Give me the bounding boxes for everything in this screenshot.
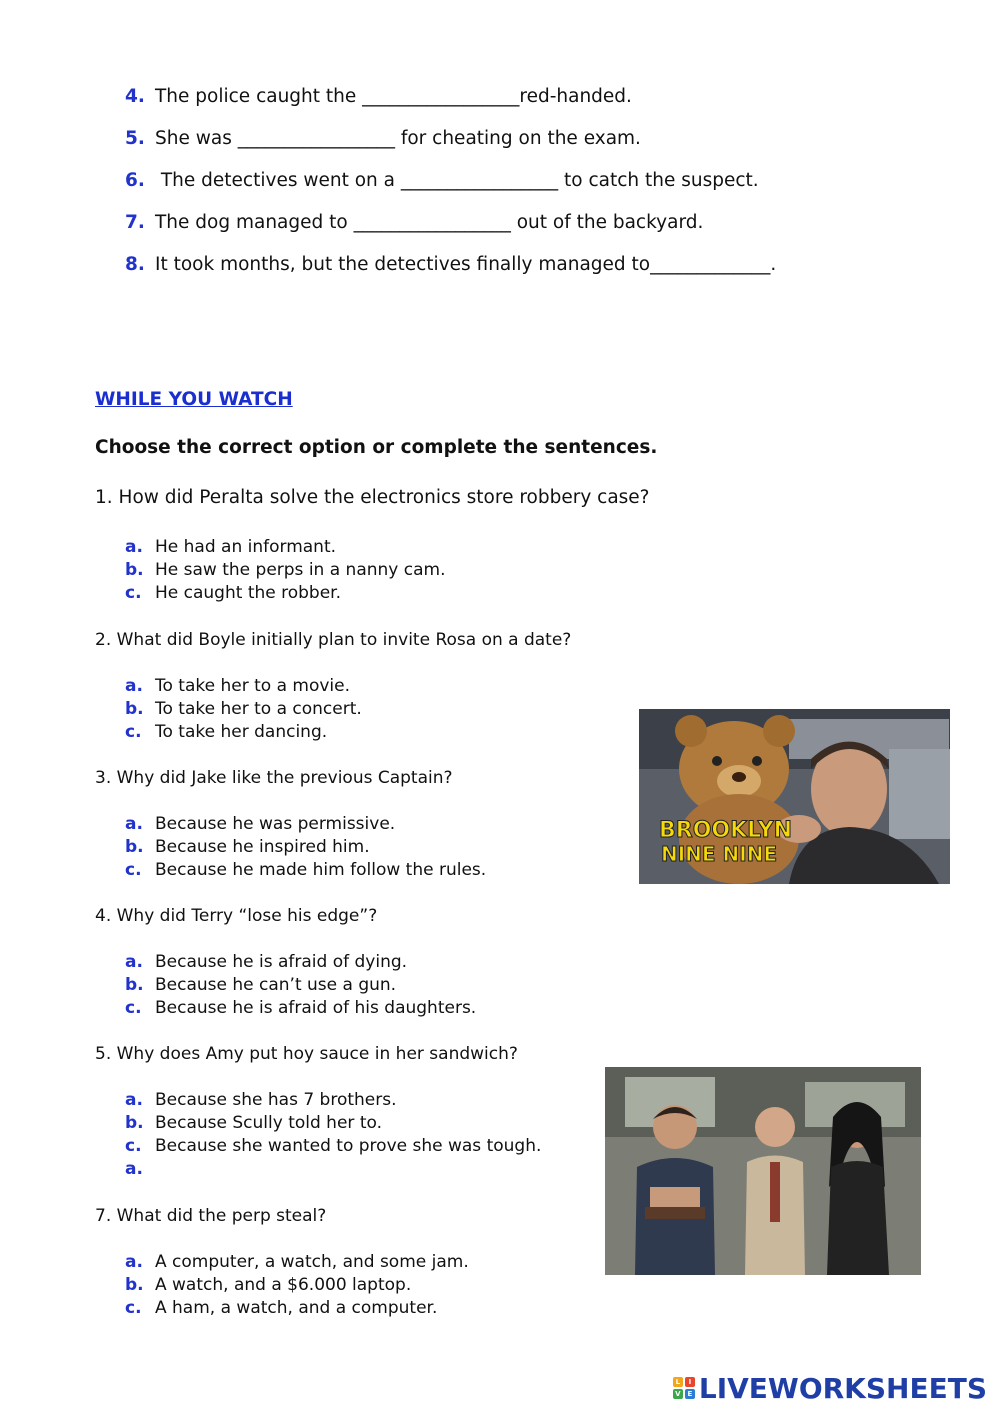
option-text: Because he made him follow the rules. <box>155 860 487 880</box>
option <box>125 537 336 557</box>
question-5: 5. Why does Amy put hoy sauce in her sandwich? <box>95 1044 518 1064</box>
option-text: Because Scully told her to. <box>155 1113 382 1133</box>
option-letter: b. <box>125 699 144 719</box>
option <box>125 583 341 603</box>
option <box>125 952 407 972</box>
option-text: Because she has 7 brothers. <box>155 1090 397 1110</box>
option <box>125 814 395 834</box>
bear-photo-illustration <box>639 709 950 884</box>
option <box>125 1136 541 1156</box>
item-text: The dog managed to _________________ out of the backyard. <box>155 212 704 233</box>
item-number: 8. <box>125 254 145 275</box>
section-heading: WHILE YOU WATCH <box>95 389 293 410</box>
logo-blocks-icon <box>673 1377 695 1399</box>
option-text: A ham, a watch, and a computer. <box>155 1298 438 1318</box>
option <box>125 560 445 580</box>
option-text: To take her dancing. <box>155 722 328 742</box>
option-letter: c. <box>125 860 142 880</box>
item-text: She was _________________ for cheating on the exam. <box>155 128 641 149</box>
logo-block: V <box>673 1389 683 1399</box>
option <box>125 1113 382 1133</box>
option-letter: a. <box>125 1252 143 1272</box>
option-letter: c. <box>125 722 142 742</box>
fill-item-5 <box>125 128 641 149</box>
fill-item-7 <box>125 212 703 233</box>
option <box>125 1252 469 1272</box>
item-number: 4. <box>125 86 145 107</box>
option <box>125 1298 437 1318</box>
option-letter: c. <box>125 1136 142 1156</box>
option <box>125 998 476 1018</box>
instruction: Choose the correct option or complete the sentences. <box>95 437 658 458</box>
option-text: A watch, and a $6.000 laptop. <box>155 1275 412 1295</box>
fill-item-8 <box>125 254 776 275</box>
option-letter: a. <box>125 1159 143 1179</box>
option <box>125 722 327 742</box>
option-text: Because he inspired him. <box>155 837 370 857</box>
question-4: 4. Why did Terry “lose his edge”? <box>95 906 378 926</box>
option <box>125 837 370 857</box>
question-3: 3. Why did Jake like the previous Captain? <box>95 768 453 788</box>
option-text: Because he was permissive. <box>155 814 396 834</box>
option-letter: b. <box>125 837 144 857</box>
option-text: Because she wanted to prove she was tough. <box>155 1136 542 1156</box>
option <box>125 676 350 696</box>
option-text: He caught the robber. <box>155 583 342 603</box>
option <box>125 1159 155 1179</box>
option-text: To take her to a concert. <box>155 699 362 719</box>
option-letter: b. <box>125 1113 144 1133</box>
option <box>125 1090 397 1110</box>
option-letter: a. <box>125 1090 143 1110</box>
option-letter: a. <box>125 537 143 557</box>
option-text: A computer, a watch, and some jam. <box>155 1252 469 1272</box>
item-text: The police caught the _________________red-handed. <box>155 86 632 107</box>
option-letter: b. <box>125 975 144 995</box>
fill-item-4 <box>125 86 632 107</box>
show-logo-line1: BROOKLYN <box>659 818 793 843</box>
logo-block: L <box>673 1377 683 1387</box>
option <box>125 975 396 995</box>
fill-item-6 <box>125 170 759 191</box>
question-2: 2. What did Boyle initially plan to invite Rosa on a date? <box>95 630 572 650</box>
option-letter: c. <box>125 583 142 603</box>
item-text: It took months, but the detectives finally managed to_____________. <box>155 254 777 275</box>
logo-text: LIVEWORKSHEETS <box>698 1371 987 1405</box>
show-logo-line2: NINE NINE <box>661 842 778 866</box>
item-number: 5. <box>125 128 145 149</box>
item-number: 6. <box>125 170 145 191</box>
item-number: 7. <box>125 212 145 233</box>
bear-photo <box>639 709 950 884</box>
option-letter: b. <box>125 560 144 580</box>
option <box>125 1275 411 1295</box>
option-letter: c. <box>125 998 142 1018</box>
option-text: Because he can’t use a gun. <box>155 975 397 995</box>
liveworksheets-logo[interactable] <box>673 1372 987 1404</box>
logo-block: I <box>685 1377 695 1387</box>
precinct-photo-illustration <box>605 1067 921 1275</box>
option-letter: a. <box>125 814 143 834</box>
precinct-photo <box>605 1067 921 1275</box>
option-letter: b. <box>125 1275 144 1295</box>
option-text: To take her to a movie. <box>155 676 351 696</box>
option-letter: a. <box>125 952 143 972</box>
logo-block: E <box>685 1389 695 1399</box>
option <box>125 699 362 719</box>
question-1: 1. How did Peralta solve the electronics store robbery case? <box>95 487 650 508</box>
item-text: The detectives went on a _________________ to catch the suspect. <box>155 170 759 191</box>
option-text: He saw the perps in a nanny cam. <box>155 560 446 580</box>
option-text: Because he is afraid of his daughters. <box>155 998 477 1018</box>
option-letter: c. <box>125 1298 142 1318</box>
option-text: He had an informant. <box>155 537 337 557</box>
option <box>125 860 486 880</box>
question-7: 7. What did the perp steal? <box>95 1206 327 1226</box>
option-text: Because he is afraid of dying. <box>155 952 408 972</box>
option-letter: a. <box>125 676 143 696</box>
